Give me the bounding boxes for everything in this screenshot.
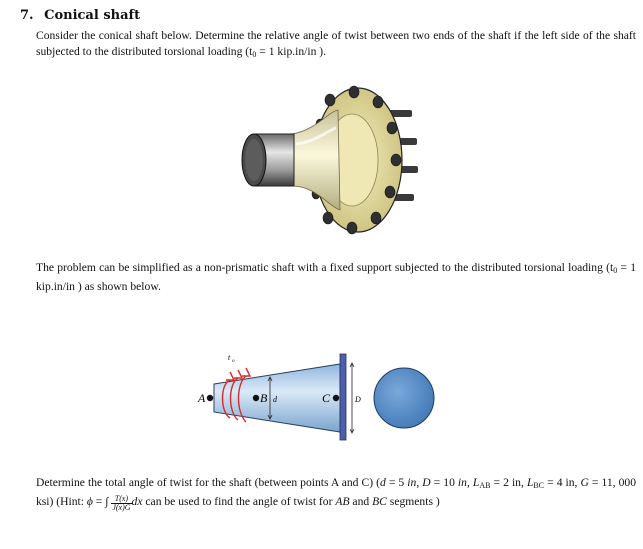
label-torque: t bbox=[228, 353, 231, 362]
problem-number: 7. bbox=[20, 8, 34, 23]
point-a-marker bbox=[207, 395, 213, 401]
problem-title: Conical shaft bbox=[44, 8, 141, 23]
problem-heading bbox=[20, 8, 140, 23]
cross-section-circle bbox=[374, 368, 434, 428]
label-small-diameter: d bbox=[273, 395, 277, 404]
conical-shaft-illustration bbox=[232, 82, 422, 244]
shaft-schematic bbox=[190, 350, 450, 446]
question-text: Determine the total angle of twist for the shaft (between points A and C) (d = 5 in, D = 10 in, $L_{AB} = 2$ in, $L_{BC} = 4$ in, G = 11, 000 ksi) (Hint: ϕ = ∫ $\frac{T(x)}{J(x)G}$ dx can be used to find the angle of twist for AB and BC segments ) bbox=[36, 476, 637, 512]
simplification-description: The problem can be simplified as a non-prismatic shaft with a fixed support subjected to the distributed torsional loading ($t_0 = 1$ kip.in/in ) as shown below. bbox=[36, 261, 637, 293]
point-b-marker bbox=[253, 395, 259, 401]
label-large-diameter: D bbox=[355, 395, 361, 404]
label-torque-sub: o bbox=[232, 359, 235, 364]
label-a: A bbox=[198, 391, 206, 405]
problem-description: Consider the conical shaft below. Determine the relative angle of twist between two ends of the shaft if the left side of the shaft subjected to the distributed torsional loading ($t_0 = 1$ kip.in/in ). bbox=[36, 29, 636, 59]
hint-fraction: $\frac{T(x)}{J(x)G}$ bbox=[112, 494, 131, 512]
point-c-marker bbox=[333, 395, 339, 401]
label-c: C bbox=[322, 391, 331, 405]
label-b: B bbox=[260, 391, 268, 405]
schematic-drawing bbox=[190, 350, 450, 446]
conical-shaft-drawing bbox=[232, 82, 422, 244]
